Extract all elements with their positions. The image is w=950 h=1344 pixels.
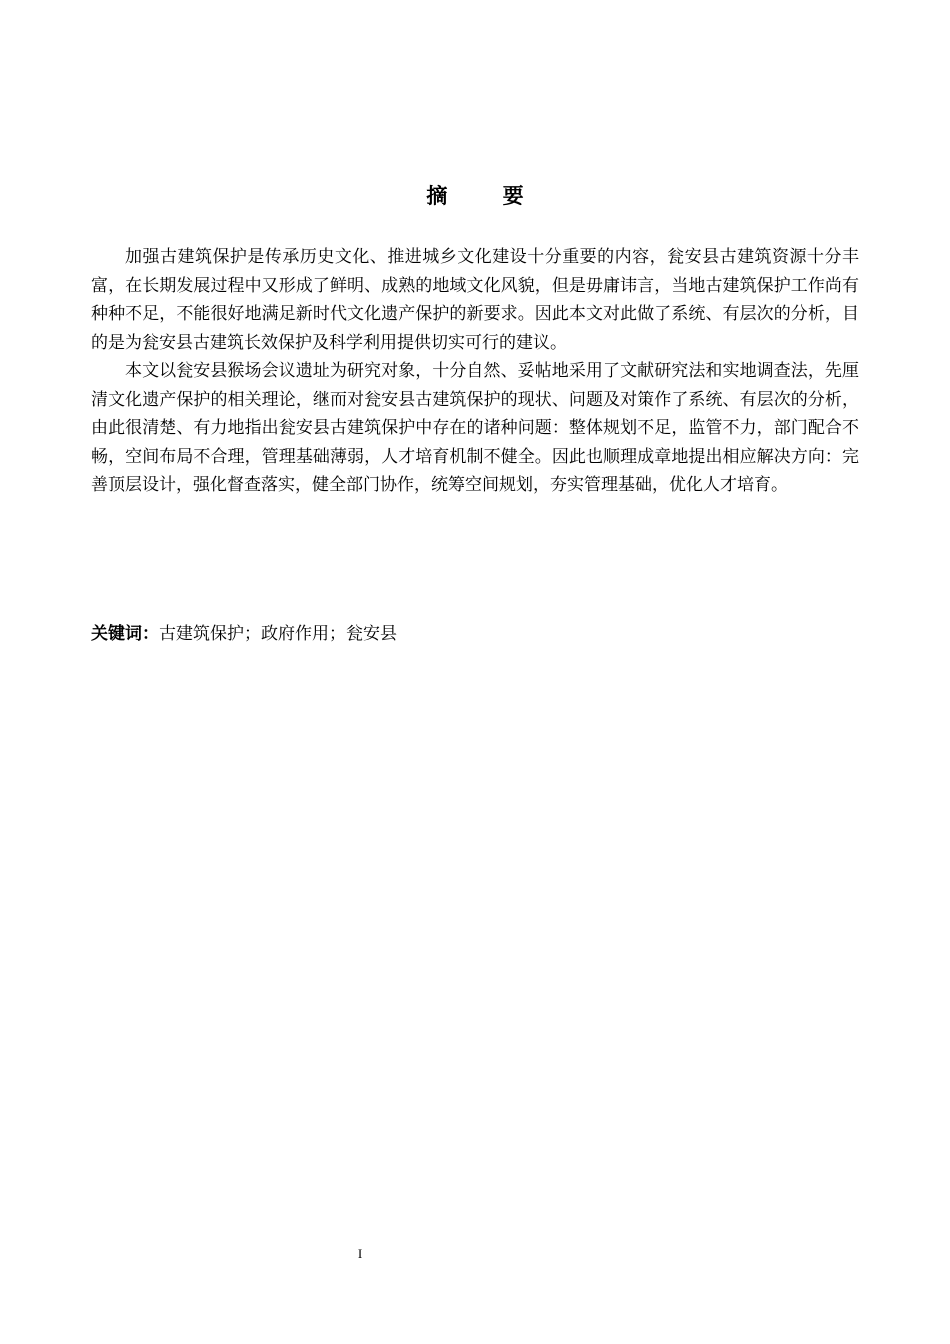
abstract-title: 摘 要: [426, 184, 548, 208]
keywords-line: [91, 620, 859, 648]
page-number: I: [357, 1246, 363, 1261]
abstract-paragraph-1: 加强古建筑保护是传承历史文化、推进城乡文化建设十分重要的内容，瓮安县古建筑资源十分丰富，在长期发展过程中又形成了鲜明、成熟的地域文化风貌，但是毋庸讳言，当地古建筑保护工作尚有种种不足，不能很好地满足新时代文化遗产保护的新要求。因此本文对此做了系统、有层次的分析，目的是为瓮安县古建筑长效保护及科学利用提供切实可行的建议。: [91, 247, 859, 353]
abstract-paragraph-2: 本文以瓮安县猴场会议遗址为研究对象，十分自然、妥帖地采用了文献研究法和实地调查法，先厘清文化遗产保护的相关理论，继而对瓮安县古建筑保护的现状、问题及对策作了系统、有层次的分析，由此很清楚、有力地指出瓮安县古建筑保护中存在的诸种问题：整体规划不足，监管不力，部门配合不畅，空间布局不合理，管理基础薄弱，人才培育机制不健全。因此也顺理成章地提出相应解决方向：完善顶层设计，强化督查落实，健全部门协作，统筹空间规划，夯实管理基础，优化人才培育。: [91, 361, 859, 495]
abstract-body: [91, 243, 859, 500]
keywords-label: 关键词：: [91, 624, 159, 644]
keywords-text: 古建筑保护；政府作用；瓮安县: [159, 624, 397, 644]
